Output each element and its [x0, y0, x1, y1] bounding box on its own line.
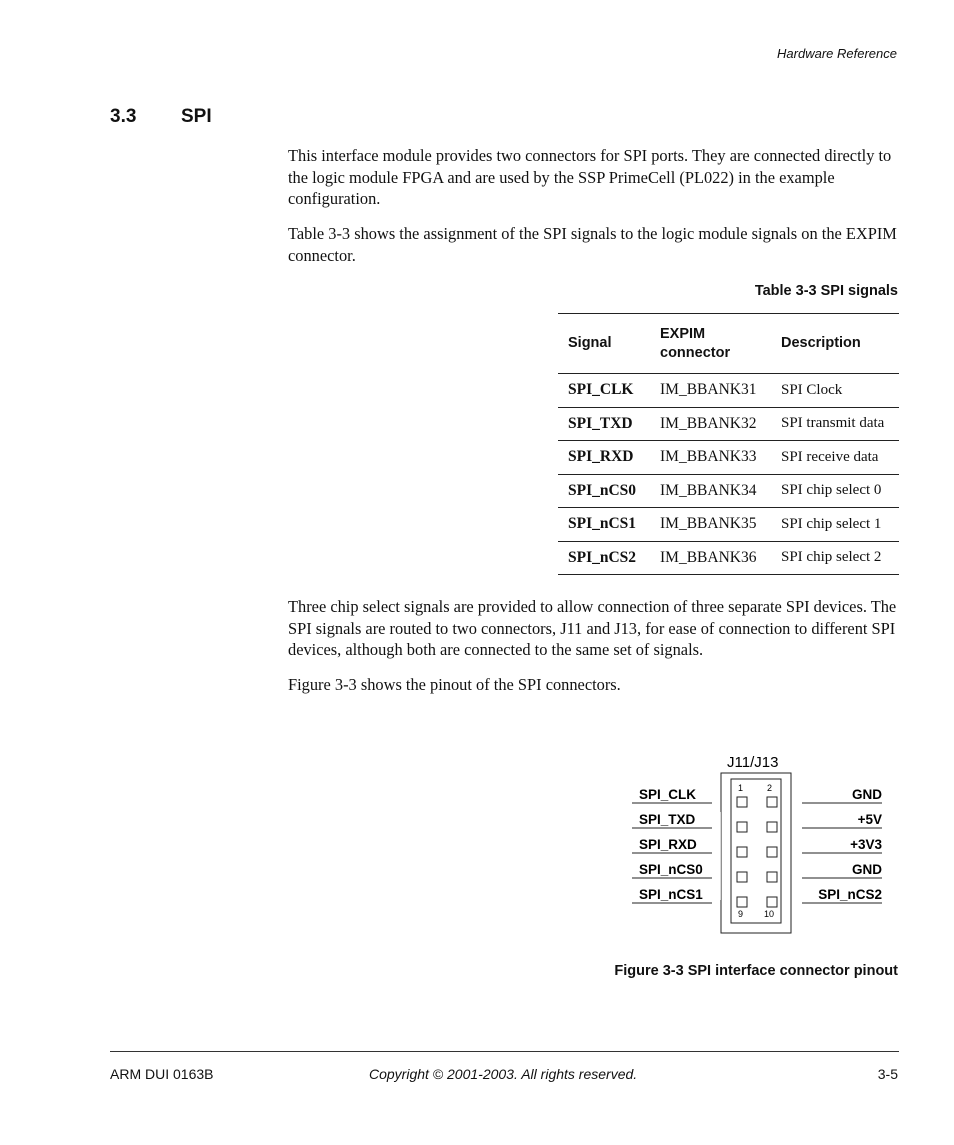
- pin-3: [737, 822, 747, 832]
- chip-select-paragraph: Three chip select signals are provided to allow connection of three separate SPI devices. The SPI signals are routed to two connectors, J11 and J13, for ease of connection to different SPI devices, although both are connected to the same set of signals.: [288, 597, 897, 659]
- signal-cell: SPI_RXD: [558, 441, 650, 475]
- pin-7: [737, 872, 747, 882]
- left-signal-label: SPI_nCS1: [639, 887, 703, 902]
- spi-signals-table: [558, 313, 899, 575]
- left-signal-label: SPI_CLK: [639, 787, 697, 802]
- connector-label: J11/J13: [727, 754, 779, 771]
- connector-pinout-diagram: [620, 750, 900, 940]
- left-signal-label: SPI_nCS0: [639, 862, 703, 877]
- right-signal-label: GND: [852, 862, 882, 877]
- description-cell: SPI transmit data: [771, 407, 899, 441]
- table-row: [558, 374, 899, 408]
- expim-cell: IM_BBANK35: [650, 508, 771, 542]
- pin-6: [767, 847, 777, 857]
- pin-1: [737, 797, 747, 807]
- header-expim-line2: connector: [660, 344, 731, 361]
- table-row: [558, 541, 899, 575]
- pin-number-1: 1: [738, 783, 744, 793]
- table-reference-paragraph: Table 3-3 shows the assignment of the SPI signals to the logic module signals on the EXPIM connector.: [288, 224, 897, 265]
- left-signal-label: SPI_TXD: [639, 812, 696, 827]
- footer-doc-id: ARM DUI 0163B: [110, 1066, 214, 1082]
- table-row: [558, 508, 899, 542]
- header-expim: [650, 314, 771, 374]
- signal-cell: SPI_TXD: [558, 407, 650, 441]
- section-title: SPI: [181, 106, 212, 127]
- description-cell: SPI receive data: [771, 441, 899, 475]
- footer-copyright: Copyright © 2001-2003. All rights reserved.: [369, 1066, 638, 1082]
- table-row: [558, 407, 899, 441]
- pin-number-9: 9: [738, 909, 744, 919]
- right-signal-label: +3V3: [850, 837, 882, 852]
- pin-8: [767, 872, 777, 882]
- signal-cell: SPI_CLK: [558, 374, 650, 408]
- right-signal-labels: [802, 787, 882, 903]
- description-cell: SPI chip select 1: [771, 508, 899, 542]
- pin-4: [767, 822, 777, 832]
- header-signal: Signal: [558, 314, 650, 374]
- expim-cell: IM_BBANK34: [650, 474, 771, 508]
- signal-cell: SPI_nCS0: [558, 474, 650, 508]
- table-row: [558, 441, 899, 475]
- right-signal-label: GND: [852, 787, 882, 802]
- left-signal-labels: [632, 787, 712, 903]
- connector-pins: [737, 797, 777, 907]
- footer-divider: [110, 1051, 899, 1052]
- pin-5: [737, 847, 747, 857]
- description-cell: SPI Clock: [771, 374, 899, 408]
- figure-reference-paragraph: Figure 3-3 shows the pinout of the SPI connectors.: [288, 675, 621, 694]
- expim-cell: IM_BBANK31: [650, 374, 771, 408]
- expim-cell: IM_BBANK32: [650, 407, 771, 441]
- section-number: 3.3: [110, 106, 137, 127]
- running-header: Hardware Reference: [777, 46, 897, 61]
- description-cell: SPI chip select 2: [771, 541, 899, 575]
- signal-cell: SPI_nCS1: [558, 508, 650, 542]
- pin-number-2: 2: [767, 783, 773, 793]
- table-header-row: [558, 314, 899, 374]
- description-cell: SPI chip select 0: [771, 474, 899, 508]
- left-signal-label: SPI_RXD: [639, 837, 697, 852]
- pin-number-10: 10: [764, 909, 775, 919]
- expim-cell: IM_BBANK33: [650, 441, 771, 475]
- expim-cell: IM_BBANK36: [650, 541, 771, 575]
- pin-10: [767, 897, 777, 907]
- header-description: Description: [771, 314, 899, 374]
- table-caption: Table 3-3 SPI signals: [754, 283, 898, 299]
- intro-paragraph: This interface module provides two connectors for SPI ports. They are connected directly to the logic module FPGA and are used by the SSP PrimeCell (PL022) in the example configuration.: [288, 146, 892, 208]
- connector-inner-body: [731, 779, 781, 923]
- pin-9: [737, 897, 747, 907]
- right-signal-label: +5V: [857, 812, 882, 827]
- right-signal-label: SPI_nCS2: [818, 887, 882, 902]
- footer-page-number: 3-5: [877, 1066, 898, 1082]
- header-expim-line1: EXPIM: [660, 325, 706, 342]
- pin-2: [767, 797, 777, 807]
- figure-caption: Figure 3-3 SPI interface connector pinout: [614, 963, 898, 979]
- signal-cell: SPI_nCS2: [558, 541, 650, 575]
- table-row: [558, 474, 899, 508]
